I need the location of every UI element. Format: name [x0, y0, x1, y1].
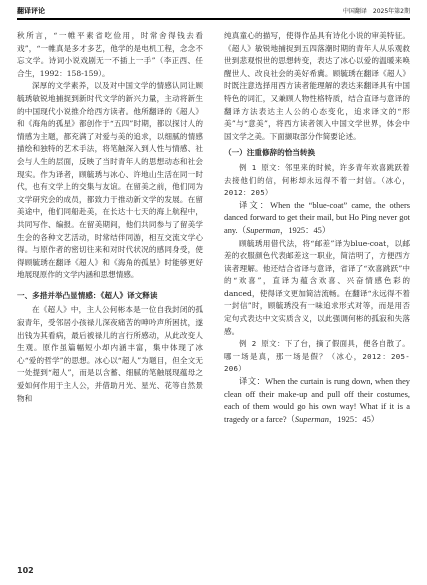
translation-text: 译文：When the “blue-coat” came, the others danced forward to get their mail, but Ho Ping never got any.（	[224, 200, 410, 235]
header-rule	[17, 18, 410, 20]
page-header	[0, 0, 427, 22]
paragraph: 秋所言，“一帷平素省吃俭用，时常舍得钱去看戏”，“一帷真是多才多艺，他学的是电机工程，念念不忘文学。诗词小说戏剧无一不插上一手”（李正西、任合生，1992：158-159）。	[17, 31, 203, 78]
paragraph: 深厚的文学素养，以及对中国文学的情感认同让顾毓琇敏锐地捕捉到新时代文学的新兴力量，主动将新生的中国现代小说推介给西方读者。他所翻译的《超人》和《海角的孤星》都创作于“五四”时期，都以探讨人的情感为主题，都充满了对爱与美的追求，以细腻的情感描绘和独特的艺术手法，将笔触深入到人性与情感、社会与人生的层面，反映了当时青年人的思想动态和社会现实。作为译者，顾毓琇与冰心、许地山生活在同一时代，也有文学上的交集与友谊。在留美之前，他们同为文学研究会的成员，都致力于推动新文学的发展。在留美途中，他们同船赴美，在长达十七天的海上航程中，共同写作、编报。在留美期间，他们共同参与了留美学生会的各种文艺活动，时常结伴同游，相互交流文学心得。与原作者的密切往来和对时代状况的感同身受，使得顾毓琇在翻译《超人》和《海角的孤星》时能够更好地展现原作的文学内涵和思想情感。	[17, 81, 203, 280]
subsection-heading: （一）注重修辞的恰当转换	[224, 148, 316, 158]
example-2-translation	[224, 376, 410, 426]
paragraph: 顾毓琇用借代法，将“邮差”译为blue-coat，以邮差的衣服颜色代表邮差这一职业，简洁明了，方便西方读者理解。他还结合省译与意译，省译了“欢喜跳跃”中的“欢喜”，直译为蕴含欢喜、兴奋情感色彩的danced，使得译文更加简洁流畅。在翻译“永远得不着一封信”时，顾毓琇没有一味追求形式对等，而是用否定句式表达中文实质含义，以此强调何彬的孤寂和失落感。	[224, 238, 410, 336]
paragraph: 在《超人》中，主人公何彬本是一位自我封闭的孤寂青年，受邻居小孩禄儿深夜痛苦的呻吟声所困扰，遂出钱为其看病，最后被禄儿的言行所感动，从此改变人生观。原作虽篇幅短小却内涵丰富，集中体现了冰心“爱的哲学”的思想。冰心以“超人”为题目，但全文无一处提到“超人”，而是以含蓄、细腻的笔触展现蕴母之爱如何作用于主人公，并借助月光、星光、花等自然景物和	[17, 305, 203, 403]
source-title: Superman	[246, 225, 280, 235]
source-title: Superman	[294, 414, 329, 424]
left-column	[17, 30, 203, 405]
page-number: 102	[17, 566, 34, 575]
example-1-source: 例 1 原文：邻里来的时候，许多青年欢喜跳跃着去接他们的信，何彬却永远得不着一封信。（冰心，2012：205）	[224, 162, 410, 198]
translation-text: 译文：When the curtain is rung down, when they clean off their make-up and pull off their costumes, each of them would go his own way! What if it is a tragedy or a farce?（	[224, 377, 410, 424]
example-1-translation	[224, 200, 410, 238]
section-label: 翻译评论	[17, 7, 45, 15]
journal-issue: 中国翻译 2025年第2期	[342, 8, 410, 15]
citation-suffix: ，1925：45）	[328, 414, 380, 424]
paragraph: 纯真童心的描写，使得作品具有诗化小说的审美特征。《超人》敏锐地捕捉到五四落潮时期的青年人从乐观救世到悲观恨世的思想转变，表达了冰心以爱的温暖来唤醒世人、改良社会的美好希冀。顾毓琇在翻译《超人》时既注意选择用西方读者能理解的表达来翻译具有中国特色的词汇，又兼顾人物性格特质，结合直译与意译的翻译方法表达主人公的心态变化，追求译文的“形美”与“意美”，将西方读者领入中国文学世界，体会中国文学之美。下面撷取部分作简要论述。	[224, 31, 410, 141]
section-heading: 一、多措并举凸显情感：《超人》译文释读	[17, 290, 158, 300]
example-2-source: 例 2 原文：下了台，摘了假面具，便各自散了。哪一场是真，那一场是假？（冰心，2012：205-206）	[224, 339, 410, 374]
right-column	[224, 30, 410, 426]
citation-suffix: ，1925：45）	[280, 225, 331, 235]
